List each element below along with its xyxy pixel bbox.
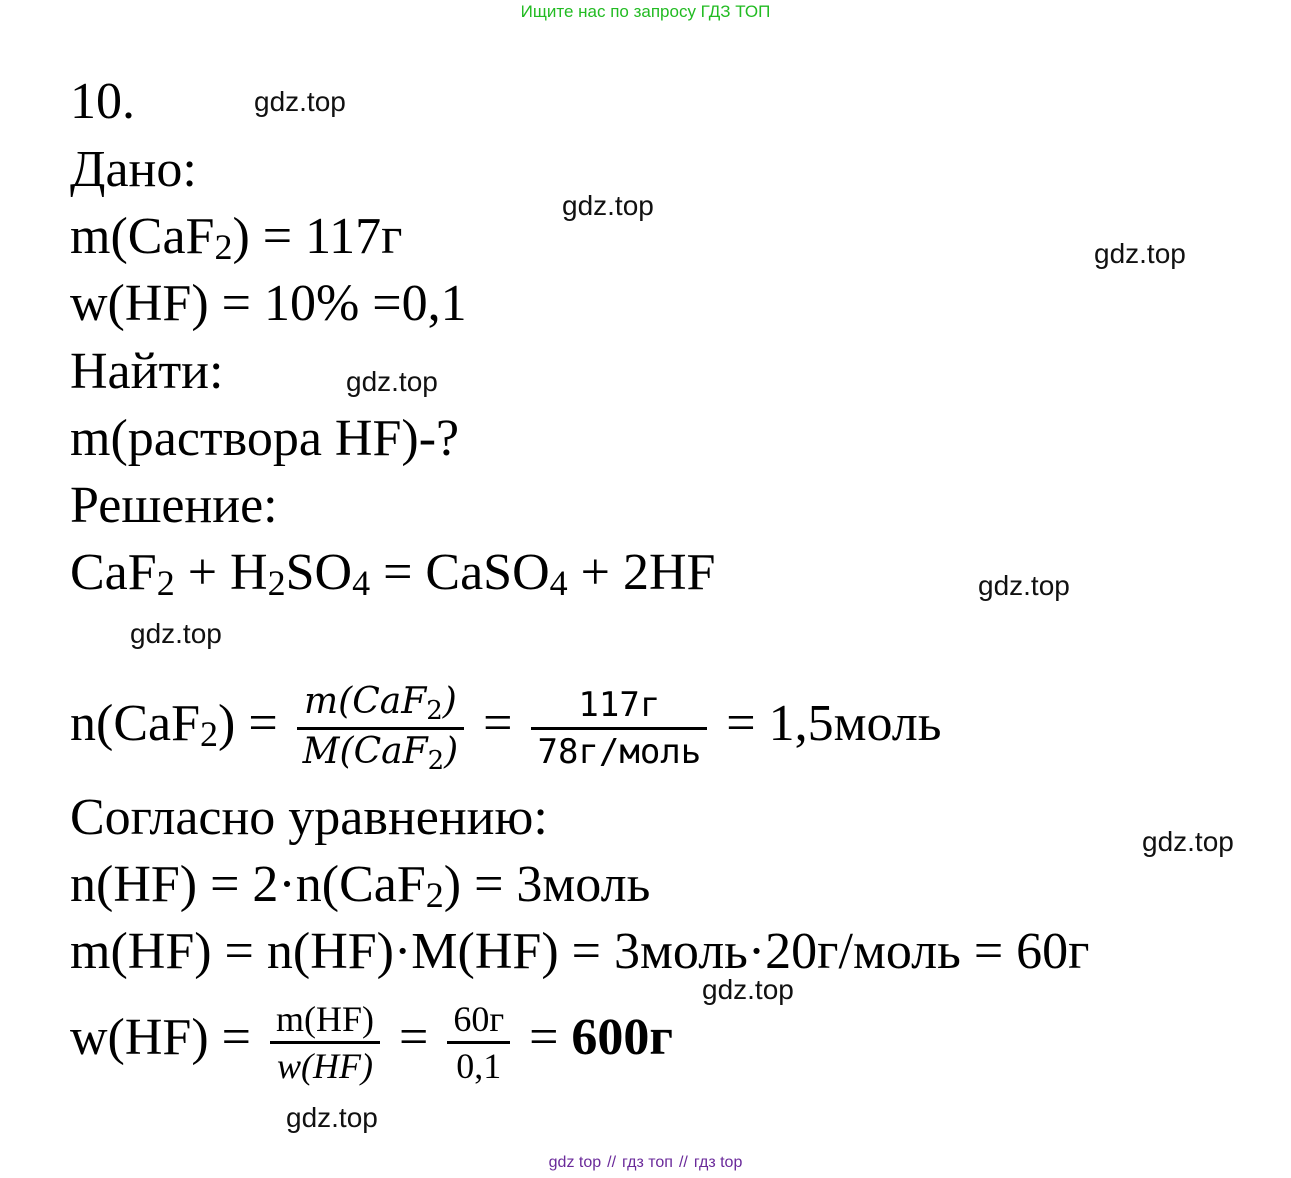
final-answer: 600г: [571, 1009, 674, 1066]
mass-hf-formula: m(HF) = n(HF)·M(HF) = 3моль·20г/моль = 60г: [70, 923, 1090, 980]
watermark: gdz.top: [1094, 238, 1186, 269]
final-formula: w(HF) = $\frac{m(HF)}{w(HF)}$ = $\frac{60г}{0,1}$ = 600г: [70, 998, 674, 1086]
fraction-mhf-over-whf: $\frac{m(HF)}{w(HF)}$: [270, 997, 380, 1088]
separator: //: [607, 1154, 617, 1171]
watermark: gdz.top: [978, 570, 1070, 601]
fraction-m-over-M: $\frac{\text{m(CaF2)}}{\text{M(CaF2)}}$: [297, 680, 465, 777]
separator: //: [678, 1154, 688, 1171]
top-banner[interactable]: Ищите нас по запросу ГДЗ ТОП: [520, 2, 771, 21]
find-label: Найти:: [70, 343, 224, 400]
find-solution-mass: m(раствора HF)-?: [70, 410, 460, 467]
solution-label: Решение:: [70, 477, 278, 534]
watermark: gdz.top: [254, 86, 346, 117]
problem-number: 10.: [70, 73, 135, 130]
watermark: gdz.top: [1142, 826, 1234, 857]
according-label: Согласно уравнению:: [70, 789, 548, 846]
given-mass-caf2: m(CaF2) = 117г: [70, 208, 403, 267]
bottom-link-1[interactable]: gdz top: [548, 1154, 602, 1171]
bottom-link-3[interactable]: гдз top: [693, 1154, 743, 1171]
watermark: gdz.top: [562, 190, 654, 221]
given-mass-fraction-hf: w(HF) = 10% =0,1: [70, 275, 467, 332]
watermark: gdz.top: [130, 618, 222, 649]
bottom-banner: [0, 1154, 1291, 1172]
watermark: gdz.top: [286, 1102, 378, 1133]
given-label: Дано:: [70, 141, 197, 198]
fraction-117-over-78: $\frac{117г}{\text{78г/моль}}$: [531, 683, 707, 774]
fraction-60-over-01: $\frac{60г}{0,1}$: [447, 997, 510, 1088]
watermark: gdz.top: [346, 366, 438, 397]
watermark: gdz.top: [702, 974, 794, 1005]
moles-caf2-formula: n(CaF2) = $\frac{\text{m(CaF2)}}{\text{M(CaF2)}}$ = $\frac{117г}{\text{78г/моль}}$ = 1,5моль: [70, 680, 942, 776]
reaction-equation: CaF2 + H2SO4 = CaSO4 + 2HF: [70, 544, 716, 603]
moles-hf-formula: n(HF) = 2·n(CaF2) = 3моль: [70, 856, 651, 915]
bottom-link-2[interactable]: гдз топ: [622, 1154, 673, 1171]
